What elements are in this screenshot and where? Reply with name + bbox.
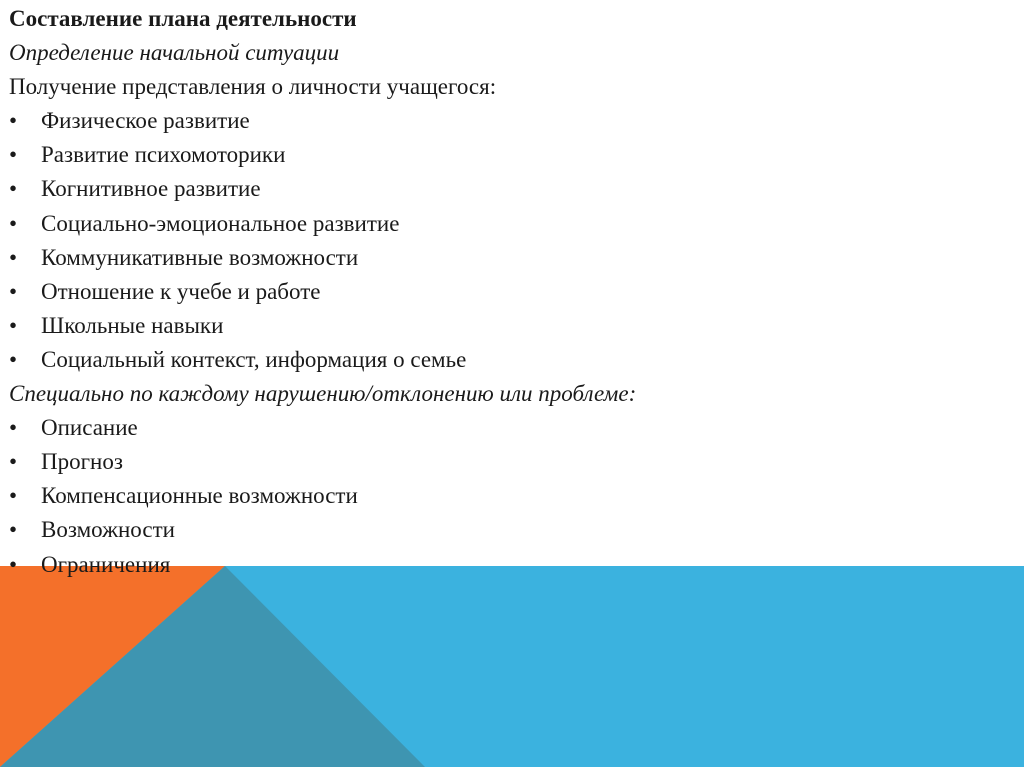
- list-item-text: Описание: [41, 415, 138, 441]
- list-item-text: Компенсационные возможности: [41, 483, 358, 509]
- list-item: [9, 411, 1014, 445]
- slide-title: Составление плана деятельности: [9, 6, 357, 31]
- list-item: [9, 548, 1014, 582]
- bullet-icon: •: [9, 346, 18, 372]
- list-item: [9, 513, 1014, 547]
- list-item: [9, 479, 1014, 513]
- list-item: [9, 207, 1014, 241]
- list-item-text: Социально-эмоциональное развитие: [41, 210, 400, 236]
- list-item-text: Отношение к учебе и работе: [41, 278, 321, 304]
- list-item-text: Ограничения: [41, 551, 171, 577]
- list-item: [9, 275, 1014, 309]
- bullet-icon: •: [9, 415, 18, 441]
- bullet-icon: •: [9, 176, 18, 202]
- list-item-text: Социальный контекст, информация о семье: [41, 346, 467, 372]
- section-heading: Специально по каждому нарушению/отклонению или проблеме:: [9, 381, 637, 407]
- list-item: [9, 343, 1014, 377]
- list-item-text: Прогноз: [41, 449, 123, 475]
- intro-text: Получение представления о личности учащегося:: [9, 74, 497, 100]
- bullet-icon: •: [9, 142, 18, 168]
- list-item: [9, 309, 1014, 343]
- list-item-text: Коммуникативные возможности: [41, 244, 359, 270]
- list-item-text: Школьные навыки: [41, 312, 224, 338]
- list-item: [9, 445, 1014, 479]
- bullet-icon: •: [9, 517, 18, 543]
- bullet-icon: •: [9, 278, 18, 304]
- bullet-icon: •: [9, 108, 18, 134]
- bullet-icon: •: [9, 449, 18, 475]
- list-item-text: Когнитивное развитие: [41, 176, 261, 202]
- list-item-text: Физическое развитие: [41, 108, 250, 134]
- bullet-icon: •: [9, 210, 18, 236]
- list-item: [9, 138, 1014, 172]
- bullet-icon: •: [9, 551, 18, 577]
- list-item-text: Развитие психомоторики: [41, 142, 286, 168]
- bullet-icon: •: [9, 312, 18, 338]
- personality-list: [9, 104, 1014, 377]
- list-item: [9, 241, 1014, 275]
- slide-body: [9, 2, 1014, 582]
- issue-list: [9, 411, 1014, 581]
- slide-subtitle: Определение начальной ситуации: [9, 40, 340, 66]
- bullet-icon: •: [9, 483, 18, 509]
- list-item-text: Возможности: [41, 517, 175, 543]
- bullet-icon: •: [9, 244, 18, 270]
- list-item: [9, 172, 1014, 206]
- list-item: [9, 104, 1014, 138]
